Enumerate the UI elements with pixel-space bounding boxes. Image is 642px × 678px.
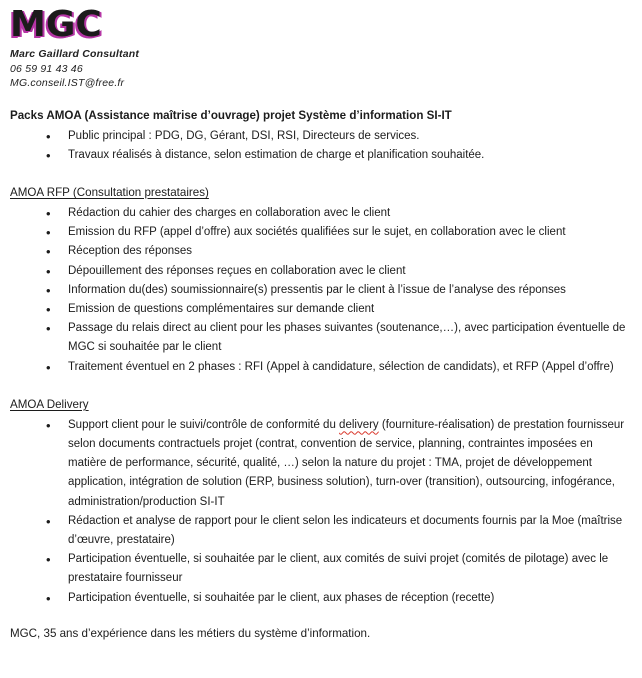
text-segment: Support client pour le suivi/contrôle de conformité du	[68, 418, 340, 431]
amoa-delivery-bullet-list	[10, 416, 630, 608]
list-item: • Réception des réponses	[68, 242, 630, 261]
document-title: Packs AMOA (Assistance maîtrise d’ouvrage) projet Système d’information SI-IT	[10, 108, 452, 122]
email-address: MG.conseil.IST@free.fr	[10, 77, 125, 89]
amoa-rfp-bullet-list	[10, 204, 630, 377]
section-heading-amoa-rfp: AMOA RFP (Consultation prestataires)	[10, 185, 209, 199]
document-body	[10, 108, 630, 642]
intro-bullet-list	[10, 127, 630, 165]
mgc-logo: MGC	[10, 4, 102, 45]
letterhead	[10, 6, 630, 91]
section-heading-amoa-delivery: AMOA Delivery	[10, 397, 89, 411]
list-item: • Passage du relais direct au client pour les phases suivantes (soutenance,…), avec participation éventuelle de MGC si souhaitée par le client	[68, 319, 630, 357]
list-item: • Information du(des) soumissionnaire(s) pressentis par le client à l’issue de l’analyse des réponses	[68, 281, 630, 300]
list-item: • Rédaction et analyse de rapport pour le client selon les indicateurs et documents fournis par la Moe (maîtrise d’œuvre, prestataire)	[68, 512, 630, 550]
list-item: • Participation éventuelle, si souhaitée par le client, aux comités de suivi projet (comités de pilotage) avec le prestataire fournisseur	[68, 550, 630, 588]
experience-note: MGC, 35 ans d’expérience dans les métiers du système d’information.	[10, 626, 371, 640]
list-item: • Travaux réalisés à distance, selon estimation de charge et planification souhaitée.	[68, 146, 630, 165]
list-item: • Public principal : PDG, DG, Gérant, DSI, RSI, Directeurs de services.	[68, 127, 630, 146]
list-item: • Dépouillement des réponses reçues en collaboration avec le client	[68, 262, 630, 281]
text-segment: (fourniture-réalisation) de prestation fournisseur selon documents contractuels projet (contrat, convention de service, planning, contraintes imposées en matière de performance, sécurité, qualité, …) selon la nature du projet : TMA, projet de développement application, intégration de solution (ERP, business solution), turn-over (transition), outsourcing, infogérance, administration/production SI-IT	[68, 418, 625, 508]
list-item: • Emission du RFP (appel d’offre) aux sociétés qualifiées sur le sujet, en collaboration avec le client	[68, 223, 630, 242]
phone-number: 06 59 91 43 46	[10, 62, 83, 75]
misspelled-word: delivery	[339, 418, 379, 431]
list-item: • Traitement éventuel en 2 phases : RFI (Appel à candidature, sélection de candidats), et RFP (Appel d’offre)	[68, 358, 630, 377]
consultant-name: Marc Gaillard Consultant	[10, 48, 140, 60]
list-item: • Emission de questions complémentaires sur demande client	[68, 300, 630, 319]
list-item	[68, 416, 630, 512]
list-item: • Participation éventuelle, si souhaitée par le client, aux phases de réception (recette)	[68, 589, 630, 608]
contact-block	[10, 47, 630, 91]
list-item: • Rédaction du cahier des charges en collaboration avec le client	[68, 204, 630, 223]
